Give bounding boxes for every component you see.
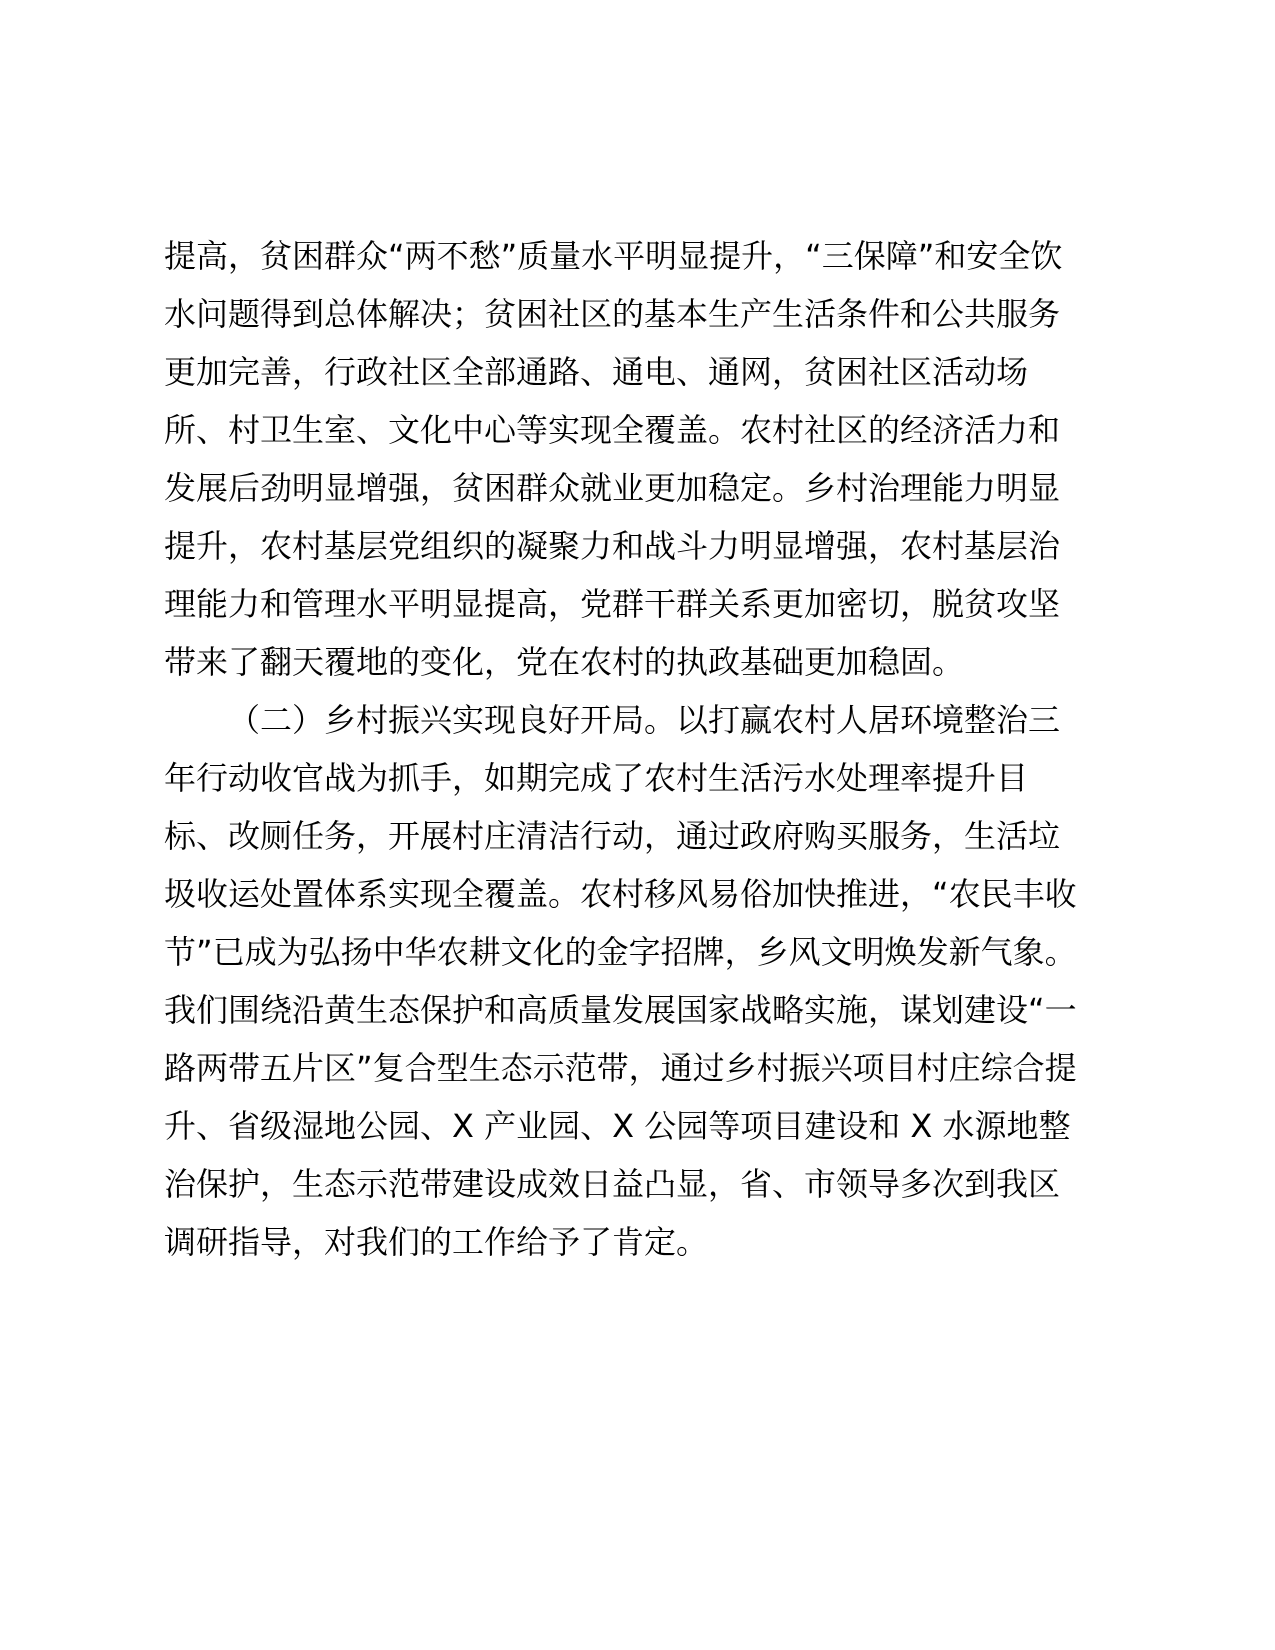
paragraph-line: 升、省级湿地公园、X 产业园、X 公园等项目建设和 X 水源地整	[164, 1107, 1071, 1145]
paragraph-line: 提高，贫困群众“两不愁”质量水平明显提升，“三保障”和安全饮	[164, 237, 1063, 275]
paragraph-line: 节”已成为弘扬中华农耕文化的金字招牌，乡风文明焕发新气象。	[164, 933, 1077, 971]
paragraph-line: 水问题得到总体解决；贫困社区的基本生产生活条件和公共服务	[164, 295, 1061, 333]
paragraph-line: 所、村卫生室、文化中心等实现全覆盖。农村社区的经济活力和	[164, 411, 1061, 449]
paragraph-line: 路两带五片区”复合型生态示范带，通过乡村振兴项目村庄综合提	[164, 1049, 1077, 1087]
paragraph-line: 提升，农村基层党组织的凝聚力和战斗力明显增强，农村基层治	[164, 527, 1061, 565]
paragraph-line: 理能力和管理水平明显提高，党群干群关系更加密切，脱贫攻坚	[164, 585, 1061, 623]
paragraph-line: 更加完善，行政社区全部通路、通电、通网，贫困社区活动场	[164, 353, 1029, 391]
paragraph-line: 年行动收官战为抓手，如期完成了农村生活污水处理率提升目	[164, 759, 1029, 797]
paragraph-line: 标、改厕任务，开展村庄清洁行动，通过政府购买服务，生活垃	[164, 817, 1061, 855]
paragraph-line: 带来了翻天覆地的变化，党在农村的执政基础更加稳固。	[164, 643, 965, 681]
paragraph-line: 圾收运处置体系实现全覆盖。农村移风易俗加快推进，“农民丰收	[164, 875, 1077, 913]
paragraph-line: 治保护，生态示范带建设成效日益凸显，省、市领导多次到我区	[164, 1165, 1061, 1203]
paragraph-line: 调研指导，对我们的工作给予了肯定。	[164, 1223, 709, 1261]
paragraph-2	[164, 691, 1124, 1271]
paragraph-line: 发展后劲明显增强，贫困群众就业更加稳定。乡村治理能力明显	[164, 469, 1061, 507]
section-heading-line: （二）乡村振兴实现良好开局。以打赢农村人居环境整治三	[228, 701, 1061, 739]
paragraph-1	[164, 227, 1124, 691]
paragraph-line: 我们围绕沿黄生态保护和高质量发展国家战略实施，谋划建设“一	[164, 991, 1077, 1029]
body-text	[164, 227, 1124, 1271]
